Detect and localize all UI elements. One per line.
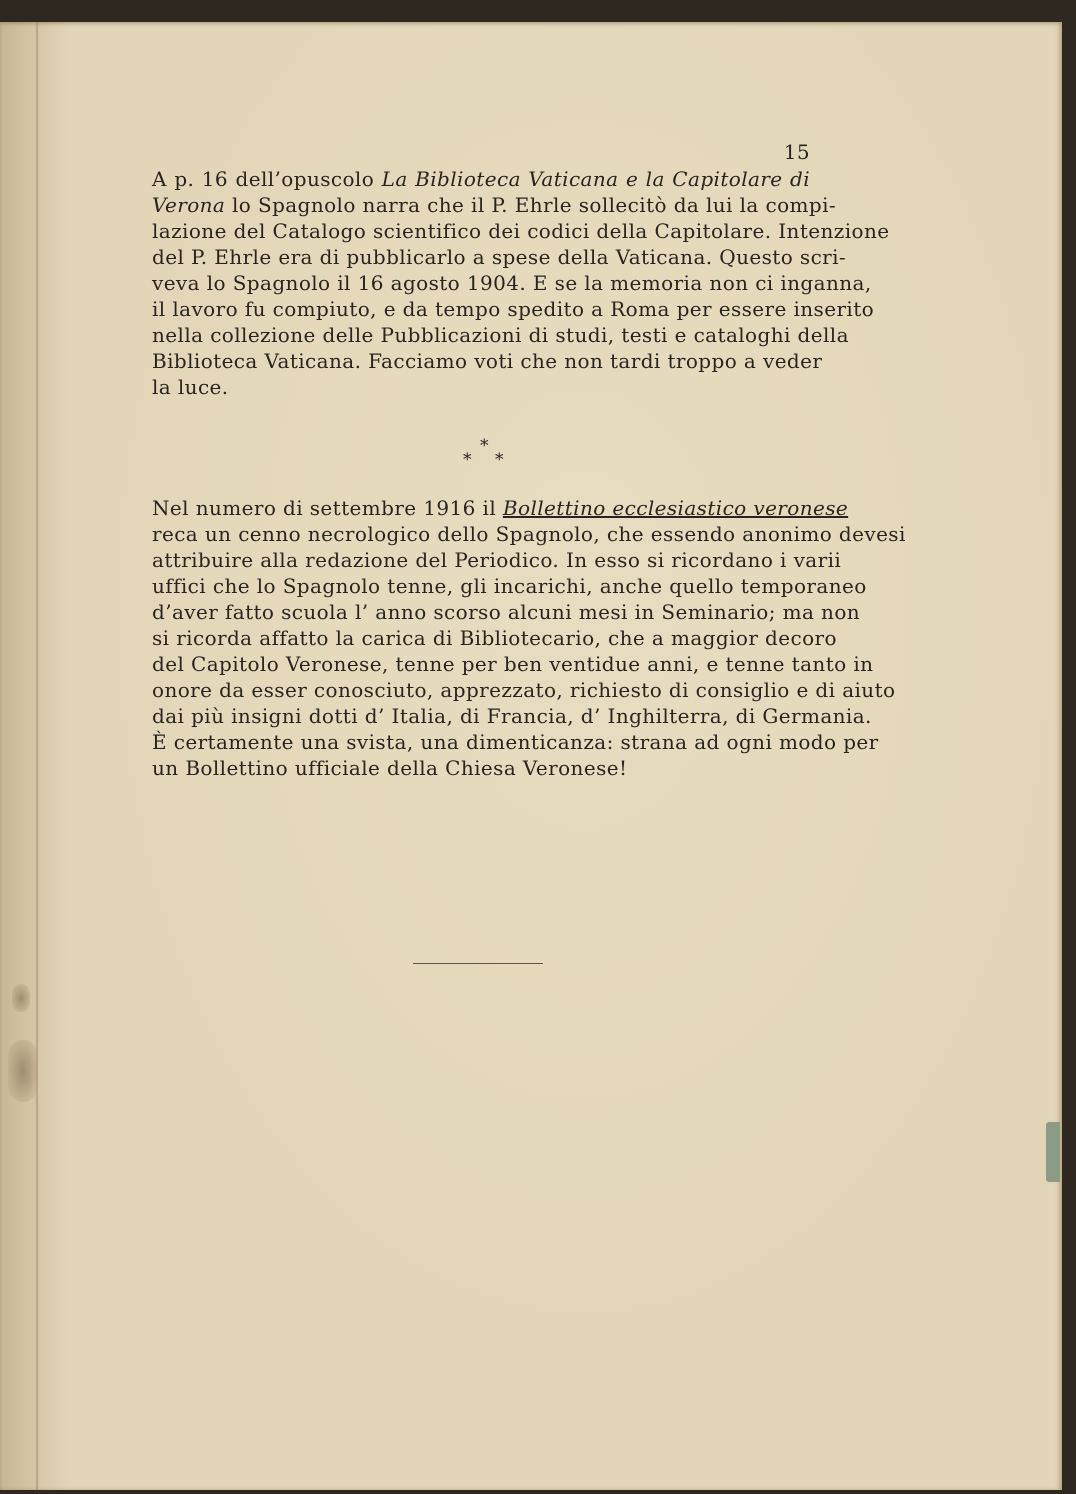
binding-hole: [8, 1040, 38, 1102]
text-line: [152, 374, 810, 400]
text-line: [152, 651, 874, 677]
text-run: dai più insigni dotti d’ Italia, di Francia, d’ Inghilterra, di Germania.: [152, 704, 872, 728]
text-line: [152, 599, 861, 625]
text-line: [152, 166, 810, 192]
text-line: [152, 521, 906, 547]
italic-title: Bollettino ecclesiastico veronese: [502, 496, 849, 520]
asterism-star: *: [463, 450, 472, 470]
binding-mark: [12, 984, 30, 1012]
text-line: [152, 495, 849, 521]
page-number: 15: [783, 140, 810, 164]
text-line: [152, 322, 849, 348]
asterism-star: *: [480, 436, 489, 456]
paragraph-1: [152, 166, 890, 400]
text-run: del P. Ehrle era di pubblicarlo a spese della Vaticana. Questo scri-: [152, 245, 847, 269]
text-run: Nel numero di settembre 1916 il: [152, 496, 503, 520]
text-run: d’aver fatto scuola l’ anno scorso alcuni mesi in Seminario; ma non: [152, 600, 861, 624]
text-run: un Bollettino ufficiale della Chiesa Veronese!: [152, 756, 628, 780]
text-run: del Capitolo Veronese, tenne per ben ventidue anni, e tenne tanto in: [152, 652, 874, 676]
italic-title: Verona: [152, 193, 226, 217]
text-line: [152, 192, 837, 218]
text-run: lazione del Catalogo scientifico dei codici della Capitolare. Intenzione: [152, 219, 890, 243]
text-run: uffici che lo Spagnolo tenne, gli incarichi, anche quello temporaneo: [152, 574, 867, 598]
text-line: [152, 677, 896, 703]
text-run: nella collezione delle Pubblicazioni di studi, testi e cataloghi della: [152, 323, 849, 347]
text-run: veva lo Spagnolo il 16 agosto 1904. E se la memoria non ci inganna,: [152, 271, 872, 295]
text-run: lo Spagnolo narra che il P. Ehrle sollecitò da lui la compi-: [225, 193, 837, 217]
text-run: Biblioteca Vaticana. Facciamo voti che non tardi troppo a veder: [152, 349, 823, 373]
text-line: [152, 218, 890, 244]
text-line: [152, 244, 847, 270]
text-line: [152, 703, 872, 729]
text-run: il lavoro fu compiuto, e da tempo spedito a Roma per essere inserito: [152, 297, 875, 321]
text-run: A p. 16 dell’opuscolo: [152, 167, 382, 191]
page-gutter: [36, 22, 38, 1490]
text-line: [152, 625, 837, 651]
text-line: [152, 547, 842, 573]
text-line: [152, 755, 810, 781]
text-run: si ricorda affatto la carica di Bibliotecario, che a maggior decoro: [152, 626, 837, 650]
page-edge-mark: [1046, 1122, 1060, 1182]
text-line: [152, 348, 823, 374]
italic-title: La Biblioteca Vaticana e la Capitolare di: [381, 167, 810, 191]
text-line: [152, 296, 875, 322]
text-line: [152, 729, 879, 755]
asterism-separator: [455, 436, 515, 476]
asterism-star: *: [495, 450, 504, 470]
closing-rule: [413, 963, 543, 964]
text-line: [152, 270, 872, 296]
text-run: la luce.: [152, 375, 229, 399]
text-line: [152, 573, 867, 599]
text-run: È certamente una svista, una dimenticanza: strana ad ogni modo per: [152, 730, 879, 754]
paragraph-2: [152, 495, 906, 781]
text-run: reca un cenno necrologico dello Spagnolo, che essendo anonimo devesi: [152, 522, 906, 546]
text-run: onore da esser conosciuto, apprezzato, richiesto di consiglio e di aiuto: [152, 678, 896, 702]
text-run: attribuire alla redazione del Periodico. In esso si ricordano i varii: [152, 548, 842, 572]
